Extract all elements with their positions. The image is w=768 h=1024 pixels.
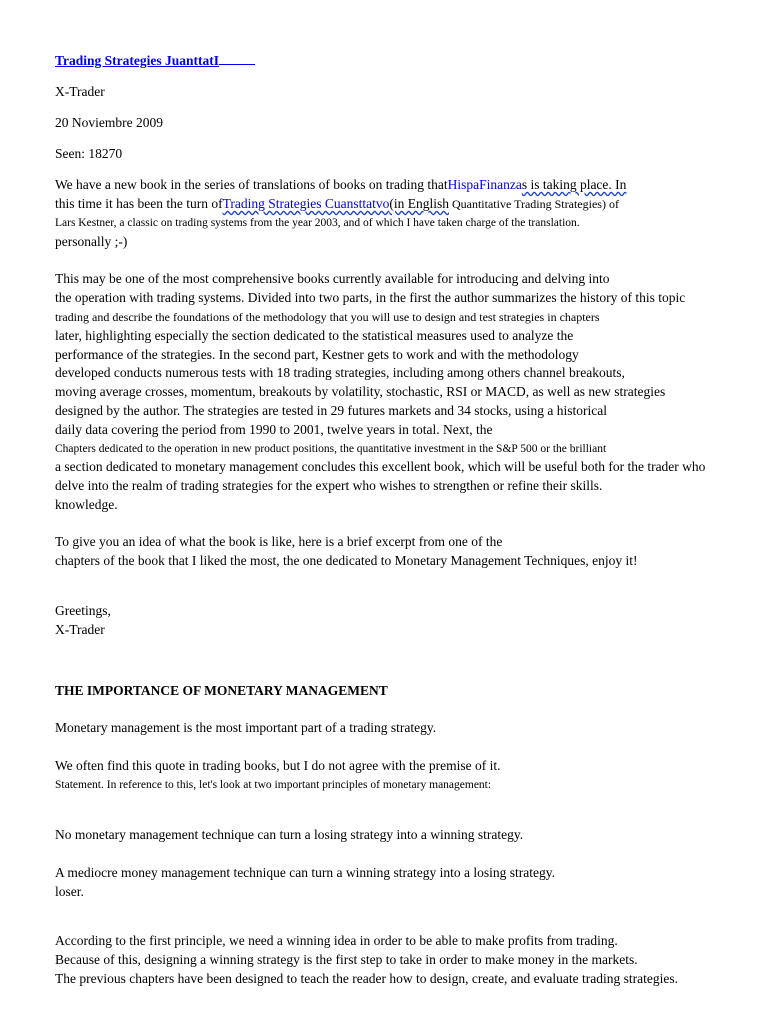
article-title[interactable] <box>55 52 255 69</box>
para2-line: the operation with trading systems. Divided into two parts, in the first the author summarizes the history of this topic <box>55 290 686 305</box>
intro-text: this time it has been the turn of <box>55 196 223 211</box>
para2-line: performance of the strategies. In the second part, Kestner gets to work and with the methodology <box>55 347 579 362</box>
author: X-Trader <box>55 84 105 99</box>
principle-2: A mediocre money management technique can turn a winning strategy into a losing strategy. <box>55 865 555 880</box>
para3-line: To give you an idea of what the book is like, here is a brief excerpt from one of the <box>55 534 503 549</box>
intro-line-3: Lars Kestner, a classic on trading systems from the year 2003, and of which I have taken charge of the translation. <box>55 217 580 229</box>
principle-1: No monetary management technique can turn a losing strategy into a winning strategy. <box>55 827 524 842</box>
para3-line: chapters of the book that I liked the most, the one dedicated to Monetary Management Techniques, enjoy it! <box>55 553 638 568</box>
greeting: Greetings, <box>55 603 111 618</box>
publish-date: 20 Noviembre 2009 <box>55 115 163 130</box>
section-line: Because of this, designing a winning strategy is the first step to take in order to make money in the markets. <box>55 952 638 967</box>
section-line: Statement. In reference to this, let's look at two important principles of monetary management: <box>55 779 492 791</box>
section-line: Monetary management is the most important part of a trading strategy. <box>55 720 437 735</box>
intro-text: (in English <box>389 196 449 211</box>
intro-text: Quantitative Trading Strategies) of <box>448 197 619 211</box>
intro-text: We have a new book in the series of translations of books on trading that <box>55 177 448 192</box>
section-heading: THE IMPORTANCE OF MONETARY MANAGEMENT <box>55 683 388 698</box>
para2-line: trading and describe the foundations of the methodology that you will use to design and test strategies in chapters <box>55 310 600 324</box>
para2-line: later, highlighting especially the section dedicated to the statistical measures used to analyze the <box>55 328 574 343</box>
para2-line: This may be one of the most comprehensive books currently available for introducing and delving into <box>55 271 610 286</box>
title-underline-tail <box>219 52 255 65</box>
view-count: Seen: 18270 <box>55 146 123 161</box>
section-line: We often find this quote in trading books, but I do not agree with the premise of it. <box>55 758 501 773</box>
para2-line: moving average crosses, momentum, breakouts by volatility, stochastic, RSI or MACD, as well as new strategies <box>55 384 666 399</box>
para2-line: designed by the author. The strategies are tested in 29 futures markets and 34 stocks, using a historical <box>55 403 607 418</box>
hispafinanzas-link[interactable]: HispaFinanza <box>447 177 522 192</box>
article-title-link[interactable]: Trading Strategies JuanttatI <box>55 53 219 68</box>
intro-line-2 <box>55 196 619 212</box>
section-line: According to the first principle, we need a winning idea in order to be able to make profits from trading. <box>55 933 618 948</box>
section-line: The previous chapters have been designed to teach the reader how to design, create, and evaluate trading strategies. <box>55 971 678 986</box>
para2-line: daily data covering the period from 1990 to 2001, twelve years in total. Next, the <box>55 422 493 437</box>
signature: X-Trader <box>55 622 105 637</box>
intro-line-1 <box>55 177 626 193</box>
para2-line: Chapters dedicated to the operation in new product positions, the quantitative investment in the S&P 500 or the brilliant <box>55 443 607 455</box>
book-title-link[interactable]: Trading Strategies Cuansttatvo <box>222 196 390 211</box>
para2-line: knowledge. <box>55 497 118 512</box>
para2-line: delve into the realm of trading strategies for the expert who wishes to strengthen or refine their skills. <box>55 478 603 493</box>
intro-text: s is taking place. In <box>521 177 627 192</box>
para2-line: developed conducts numerous tests with 18 trading strategies, including among others channel breakouts, <box>55 365 625 380</box>
principle-2-continued: loser. <box>55 884 84 899</box>
intro-line-4: personally ;-) <box>55 234 128 249</box>
para2-line: a section dedicated to monetary management concludes this excellent book, which will be useful both for the trader who <box>55 459 706 474</box>
